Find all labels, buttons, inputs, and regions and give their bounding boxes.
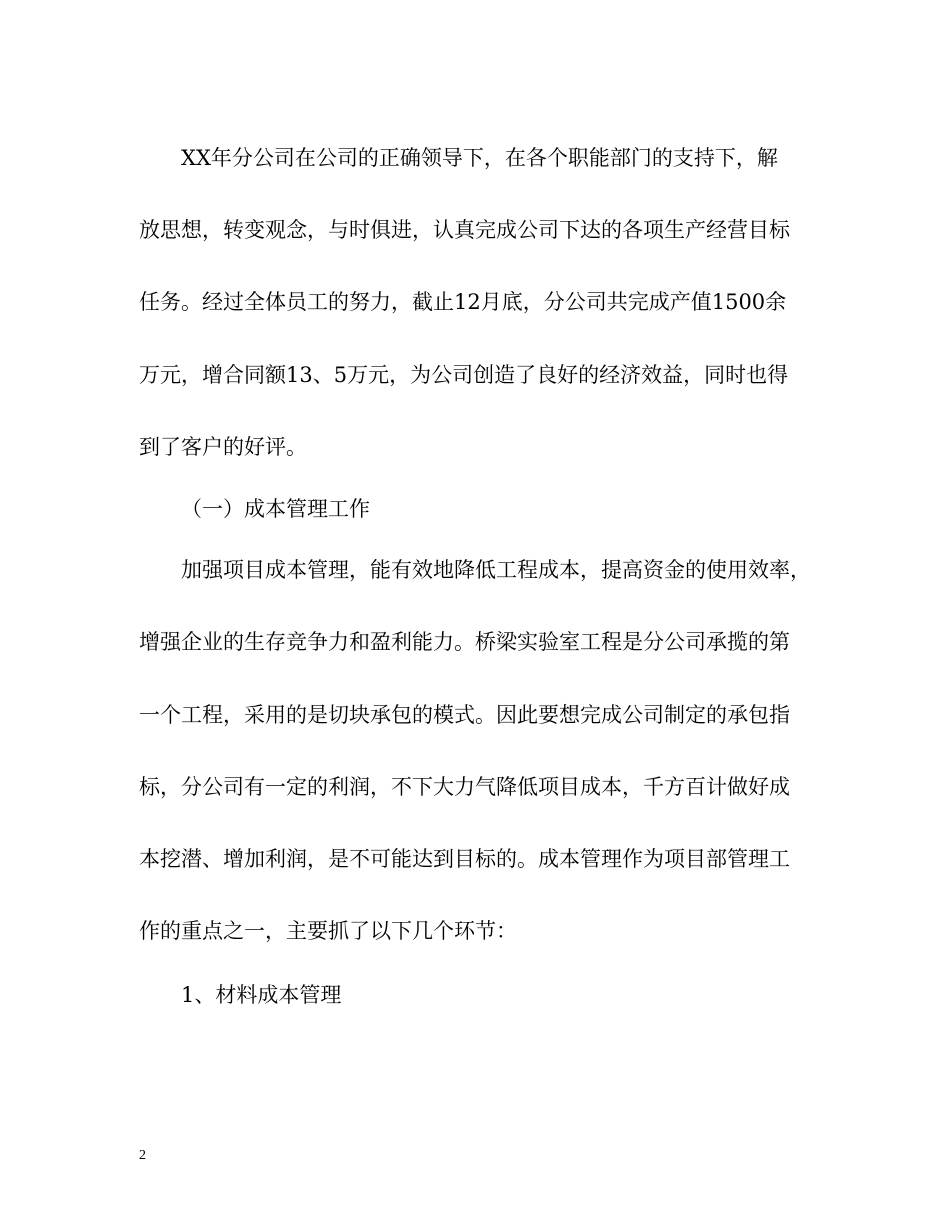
section-heading: （一）成本管理工作	[181, 497, 370, 521]
paragraph-line: 一个工程，采用的是切块承包的模式。因此要想完成公司制定的承包指	[139, 703, 790, 727]
paragraph-line: 本挖潜、增加利润，是不可能达到目标的。成本管理作为项目部管理工	[139, 847, 790, 871]
paragraph-line: 标，分公司有一定的利润，不下大力气降低项目成本，千方百计做好成	[139, 775, 790, 799]
paragraph-line: 任务。经过全体员工的努力，截止12月底，分公司共完成产值1500余	[139, 290, 787, 314]
paragraph-line: 到了客户的好评。	[139, 435, 307, 459]
paragraph-line: 增强企业的生存竞争力和盈利能力。桥梁实验室工程是分公司承揽的第	[139, 630, 790, 654]
paragraph-line: 加强项目成本管理，能有效地降低工程成本，提高资金的使用效率，	[181, 558, 811, 582]
page-number: 2	[139, 1148, 146, 1163]
subsection-heading: 1、材料成本管理	[181, 983, 342, 1007]
paragraph-line: 放思想，转变观念，与时俱进，认真完成公司下达的各项生产经营目标	[139, 218, 790, 242]
paragraph-line: XX年分公司在公司的正确领导下，在各个职能部门的支持下，解	[181, 146, 778, 170]
paragraph-line: 作的重点之一，主要抓了以下几个环节：	[139, 919, 517, 943]
paragraph-line: 万元，增合同额13、5万元，为公司创造了良好的经济效益，同时也得	[139, 363, 789, 387]
